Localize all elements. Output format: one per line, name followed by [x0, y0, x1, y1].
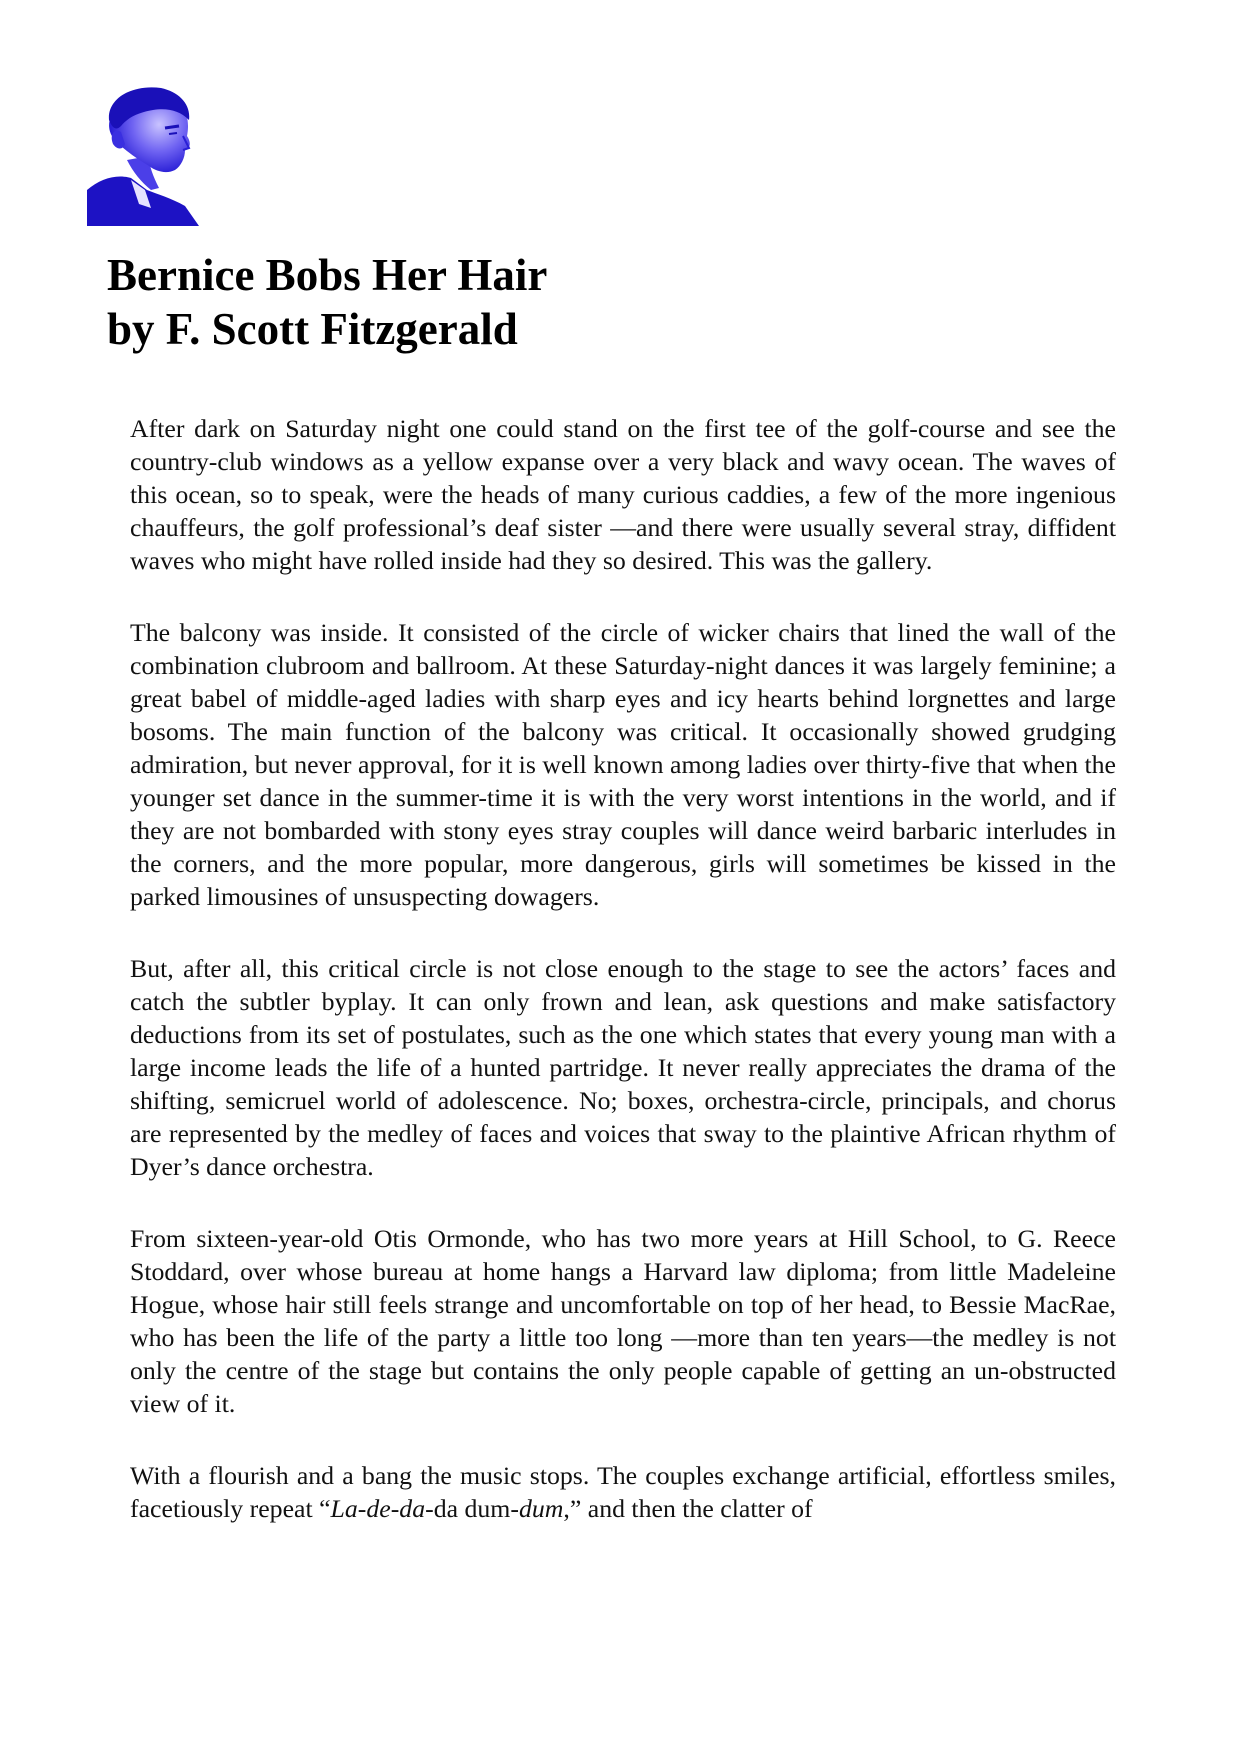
paragraph: From sixteen-year-old Otis Ormonde, who has two more years at Hill School, to G. Reece Stoddard, over whose bureau at home hangs a Harvard law diploma; from little Madeleine Hogue, whose hair still feels strange and uncomfortable on top of her head, to Bessie MacRae, who has been the life of the party a little too long —more than ten years—the medley is not only the centre of the stage but contains the only people capable of getting an un-obstructed view of it.	[130, 1224, 1116, 1418]
italic-run: dum	[518, 1494, 564, 1523]
text-run: With a flourish and a bang the music stops. The couples exchange artificial, effortless smiles, facetiously repeat “	[130, 1461, 1116, 1523]
story-body	[130, 412, 1116, 1564]
paragraph-last	[130, 1459, 1116, 1525]
paragraph: But, after all, this critical circle is not close enough to the stage to see the actors’ faces and catch the subtler byplay. It can only frown and lean, ask questions and make satisfactory deductions from its set of postulates, such as the one which states that every young man with a large income leads the life of a hunted partridge. It never really appreciates the drama of the shifting, semicruel world of adolescence. No; boxes, orchestra-circle, principals, and chorus are represented by the medley of faces and voices that sway to the plaintive African rhythm of Dyer’s dance orchestra.	[130, 954, 1116, 1181]
paragraph: After dark on Saturday night one could stand on the first tee of the golf-course and see the country-club windows as a yellow expanse over a very black and wavy ocean. The waves of this ocean, so to speak, were the heads of many curious caddies, a few of the more ingenious chauffeurs, the golf professional’s deaf sister —and there were usually several stray, diffident waves who might have rolled inside had they so desired. This was the gallery.	[130, 414, 1116, 575]
author-byline: by F. Scott Fitzgerald	[107, 304, 518, 354]
text-run: -da dum-	[425, 1494, 519, 1523]
author-portrait-icon	[87, 86, 201, 226]
document-title	[107, 248, 547, 356]
story-title: Bernice Bobs Her Hair	[107, 250, 548, 300]
paragraph: The balcony was inside. It consisted of the circle of wicker chairs that lined the wall of the combination clubroom and ballroom. At these Saturday-night dances it was largely feminine; a great babel of middle-aged ladies with sharp eyes and icy hearts behind lorgnettes and large bosoms. The main function of the balcony was critical. It occasionally showed grudging admiration, but never approval, for it is well known among ladies over thirty-five that when the younger set dance in the summer-time it is with the very worst intentions in the world, and if they are not bombarded with stony eyes stray couples will dance weird barbaric interludes in the corners, and the more popular, more dangerous, girls will sometimes be kissed in the parked limousines of unsuspecting dowagers.	[130, 618, 1116, 911]
italic-run: La-de-da	[330, 1494, 426, 1523]
text-run: ,” and then the clatter of	[563, 1494, 813, 1523]
